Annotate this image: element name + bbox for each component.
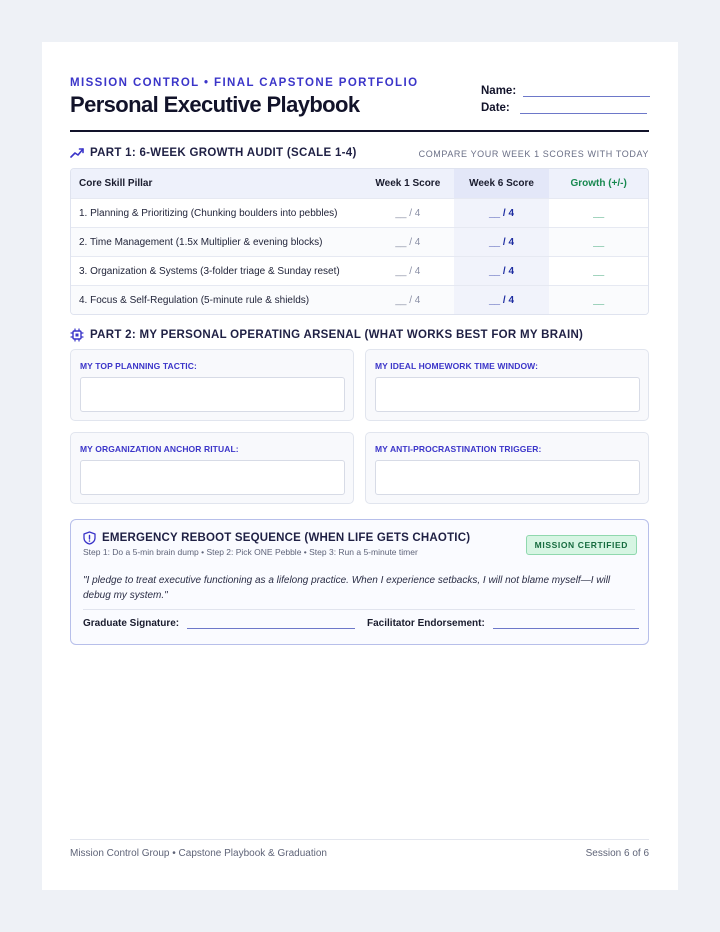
- name-field[interactable]: [481, 80, 651, 97]
- anchor-ritual-field[interactable]: [80, 460, 345, 495]
- pillar-cell: 1. Planning & Prioritizing (Chunking boulders into pebbles): [79, 207, 338, 219]
- part1-note: COMPARE YOUR WEEK 1 SCORES WITH TODAY: [418, 149, 649, 159]
- table-row: [71, 227, 648, 256]
- shield-alert-icon: [83, 531, 96, 545]
- facilitator-endorsement-field[interactable]: [367, 618, 639, 629]
- worksheet-page: [42, 42, 678, 890]
- part1-heading: [70, 146, 357, 160]
- table-header-row: [71, 169, 648, 198]
- week6-score[interactable]: __ / 4: [454, 257, 550, 285]
- date-line[interactable]: [520, 102, 647, 114]
- growth-cell[interactable]: __: [593, 207, 605, 219]
- reboot-steps: Step 1: Do a 5-min brain dump • Step 2: Pick ONE Pebble • Step 3: Run a 5-minute timer: [83, 547, 418, 557]
- table-row: [71, 256, 648, 285]
- emergency-heading-text: EMERGENCY REBOOT SEQUENCE (WHEN LIFE GETS CHAOTIC): [102, 532, 471, 544]
- footer-divider: [70, 839, 649, 840]
- pledge-text: "I pledge to treat executive functioning as a lifelong practice. When I experience setbacks, I will not blame myself—I will debug my system.": [83, 575, 611, 601]
- name-label: Name:: [481, 85, 517, 97]
- week1-score[interactable]: __ / 4: [395, 207, 421, 219]
- week6-score[interactable]: __ / 4: [454, 228, 550, 256]
- graduate-signature-label: Graduate Signature:: [83, 618, 180, 629]
- growth-cell[interactable]: __: [593, 294, 605, 306]
- mission-certified-badge: MISSION CERTIFIED: [526, 535, 637, 555]
- part2-heading: [70, 328, 583, 342]
- date-label: Date:: [481, 102, 510, 114]
- anchor-ritual-card: [70, 432, 354, 504]
- week1-score[interactable]: __ / 4: [395, 294, 421, 306]
- card-label: MY ANTI-PROCRASTINATION TRIGGER:: [375, 444, 542, 454]
- emergency-heading: [83, 531, 470, 545]
- col-header-week6: Week 6 Score: [454, 169, 550, 198]
- header-kicker: MISSION CONTROL • FINAL CAPSTONE PORTFOLIO: [70, 77, 419, 89]
- planning-tactic-card: [70, 349, 354, 421]
- graduate-signature-field[interactable]: [83, 618, 355, 629]
- part2-heading-text: PART 2: MY PERSONAL OPERATING ARSENAL (WHAT WORKS BEST FOR MY BRAIN): [90, 329, 584, 341]
- header-divider: [70, 130, 649, 132]
- name-date-block: [481, 80, 651, 114]
- week6-score[interactable]: __ / 4: [454, 286, 550, 314]
- pledge-divider: [83, 609, 635, 610]
- week6-score[interactable]: __ / 4: [454, 199, 550, 227]
- col-header-week1: Week 1 Score: [375, 178, 441, 189]
- pillar-cell: 2. Time Management (1.5x Multiplier & evening blocks): [79, 236, 323, 248]
- table-row: [71, 285, 648, 314]
- col-header-growth: Growth (+/-): [570, 178, 627, 189]
- footer-page-number: Session 6 of 6: [585, 848, 649, 859]
- week1-score[interactable]: __ / 4: [395, 265, 421, 277]
- homework-window-card: [365, 349, 649, 421]
- emergency-reboot-panel: [70, 519, 649, 645]
- card-label: MY ORGANIZATION ANCHOR RITUAL:: [80, 444, 239, 454]
- cpu-chip-icon: [70, 328, 84, 342]
- table-row: [71, 198, 648, 227]
- footer-left: Mission Control Group • Capstone Playbook & Graduation: [70, 848, 327, 859]
- date-field[interactable]: [481, 97, 651, 114]
- procrastination-trigger-field[interactable]: [375, 460, 640, 495]
- part1-heading-text: PART 1: 6-WEEK GROWTH AUDIT (SCALE 1-4): [90, 147, 357, 159]
- growth-cell[interactable]: __: [593, 236, 605, 248]
- homework-window-field[interactable]: [375, 377, 640, 412]
- trending-up-icon: [70, 146, 84, 160]
- card-label: MY TOP PLANNING TACTIC:: [80, 361, 197, 371]
- pillar-cell: 4. Focus & Self-Regulation (5-minute rule & shields): [79, 294, 310, 306]
- col-header-pillar: Core Skill Pillar: [79, 178, 153, 189]
- graduate-signature-line[interactable]: [187, 618, 355, 629]
- pillar-cell: 3. Organization & Systems (3-folder triage & Sunday reset): [79, 265, 340, 277]
- name-line[interactable]: [523, 85, 650, 97]
- facilitator-endorsement-line[interactable]: [493, 618, 639, 629]
- procrastination-trigger-card: [365, 432, 649, 504]
- page-title: Personal Executive Playbook: [70, 92, 360, 117]
- week1-score[interactable]: __ / 4: [395, 236, 421, 248]
- facilitator-endorsement-label: Facilitator Endorsement:: [367, 618, 485, 629]
- growth-cell[interactable]: __: [593, 265, 605, 277]
- growth-audit-table: [70, 168, 649, 315]
- card-label: MY IDEAL HOMEWORK TIME WINDOW:: [375, 361, 539, 371]
- planning-tactic-field[interactable]: [80, 377, 345, 412]
